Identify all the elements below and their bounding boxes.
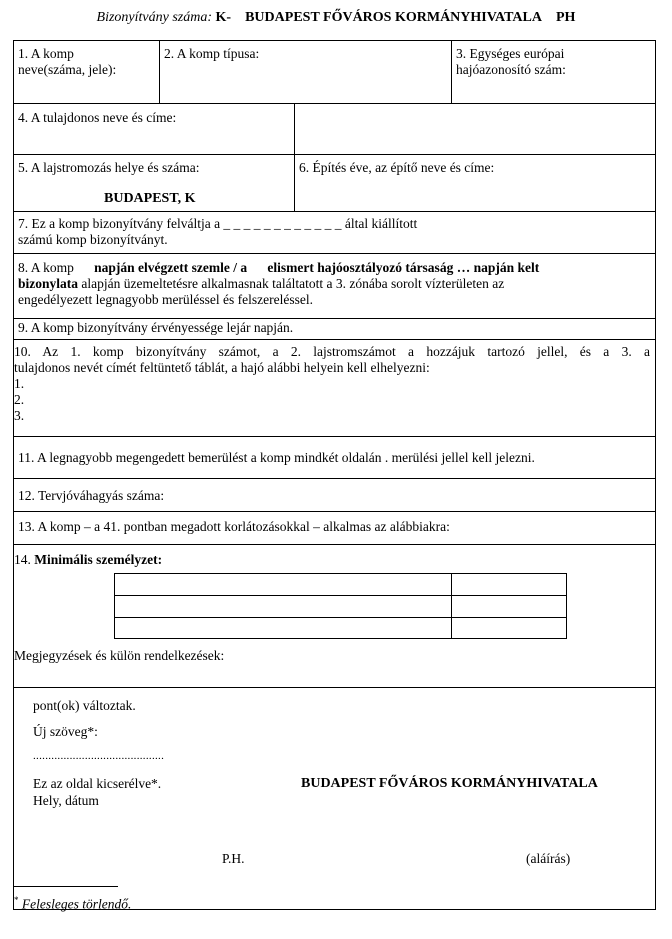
divider: [13, 544, 656, 545]
footnote-text: Felesleges törlendő.: [18, 896, 132, 912]
field-marking-locations: [14, 344, 650, 424]
amend-place-date: Hely, dátum: [33, 793, 99, 808]
amend-replaced: Ez az oldal kicserélve*.: [33, 776, 162, 791]
amend-signature: (aláírás): [526, 851, 571, 866]
table-row-divider: [115, 595, 566, 596]
field-text-line: [18, 260, 648, 276]
field-number: 14.: [14, 552, 31, 567]
field-draught-marks: 11. A legnagyobb megengedett bemerülést a komp mindkét oldalán . merülési jellel kell jelezni.: [18, 450, 535, 465]
field-owner-label: 4. A tulajdonos neve és címe:: [18, 110, 177, 125]
field-eni-number-label: [456, 46, 566, 78]
text-fragment: 8. A komp: [18, 260, 74, 275]
field-title: Minimális személyzet:: [34, 552, 163, 567]
field-text-line: 10. Az 1. komp bizonyítvány számot, a 2. lajstromszámot a hozzájuk tartozó jellel, és a 3. a: [14, 344, 650, 359]
field-text-line: 7. Ez a komp bizonyítvány felváltja a _ _ _ _ _ _ _ _ _ _ _ _ által kiállított: [18, 216, 418, 231]
divider: [13, 103, 656, 104]
text-fragment: napján elvégzett szemle / a: [94, 260, 248, 275]
amend-new-text-label: Új szöveg*:: [33, 724, 98, 739]
header-ph: PH: [555, 10, 576, 25]
field-inspection: [18, 260, 648, 308]
header-authority: BUDAPEST FŐVÁROS KORMÁNYHIVATALA: [245, 10, 542, 25]
text-fragment: alapján üzemeltetésre alkalmasnak találtatott a 3. zónába sorolt vízterületen az: [81, 276, 505, 291]
divider: [451, 40, 452, 103]
certificate-prefix: K-: [215, 10, 232, 25]
divider: [13, 318, 656, 319]
list-item: 1.: [14, 376, 25, 391]
field-ferry-type-label: 2. A komp típusa:: [164, 46, 260, 61]
field-label-line: 1. A komp: [18, 46, 74, 61]
field-text-line: számú komp bizonyítványt.: [18, 232, 168, 247]
divider: [13, 154, 656, 155]
field-plan-approval: 12. Tervjóváhagyás száma:: [18, 488, 165, 503]
table-row-divider: [115, 617, 566, 618]
field-label-line: hajóazonosító szám:: [456, 62, 566, 77]
certificate-header: [0, 10, 672, 26]
table-column-divider: [451, 574, 452, 638]
text-fragment: elismert hajóosztályozó társaság … napján kelt: [267, 260, 540, 275]
amend-ph: P.H.: [222, 851, 245, 866]
footnote-separator: [13, 886, 118, 887]
field-text-line: tulajdonos nevét címét feltüntető táblát, a hajó alábbi helyein kell elhelyezni:: [14, 360, 430, 375]
field-label-line: neve(száma, jele):: [18, 62, 117, 77]
field-label-line: 3. Egységes európai: [456, 46, 565, 61]
divider: [13, 339, 656, 340]
field-replaces-certificate: [18, 216, 417, 248]
certificate-number-label: Bizonyítvány száma:: [96, 10, 213, 25]
list-item: 2.: [14, 392, 25, 407]
amend-dotted-line: ...........................................: [33, 750, 165, 762]
amend-authority: BUDAPEST FŐVÁROS KORMÁNYHIVATALA: [301, 776, 598, 791]
divider: [13, 511, 656, 512]
field-registry-value: BUDAPEST, K: [104, 191, 196, 206]
footnote-mark: *: [14, 895, 19, 905]
field-suitability: 13. A komp – a 41. pontban megadott korlátozásokkal – alkalmas az alábbiakra:: [18, 519, 450, 534]
list-item: 3.: [14, 408, 25, 423]
divider: [13, 478, 656, 479]
divider: [13, 687, 656, 688]
divider: [159, 40, 160, 103]
divider: [294, 103, 295, 211]
divider: [13, 211, 656, 212]
field-min-crew-label: [14, 552, 162, 568]
field-remarks-label: Megjegyzések és külön rendelkezések:: [14, 648, 225, 663]
footnote: [14, 892, 131, 913]
amend-changed: pont(ok) változtak.: [33, 698, 136, 713]
divider: [13, 436, 656, 437]
field-validity: 9. A komp bizonyítvány érvényessége lejár napján.: [18, 320, 294, 335]
field-ferry-name-label: [18, 46, 116, 78]
field-build-label: 6. Építés éve, az építő neve és címe:: [299, 160, 495, 175]
field-text-line: engedélyezett legnagyobb merüléssel és felszereléssel.: [18, 292, 313, 307]
field-registry-label: 5. A lajstromozás helye és száma:: [18, 160, 200, 175]
divider: [13, 253, 656, 254]
text-fragment: bizonylata: [18, 276, 79, 291]
field-text-line: [18, 276, 648, 292]
crew-table: [114, 573, 567, 639]
